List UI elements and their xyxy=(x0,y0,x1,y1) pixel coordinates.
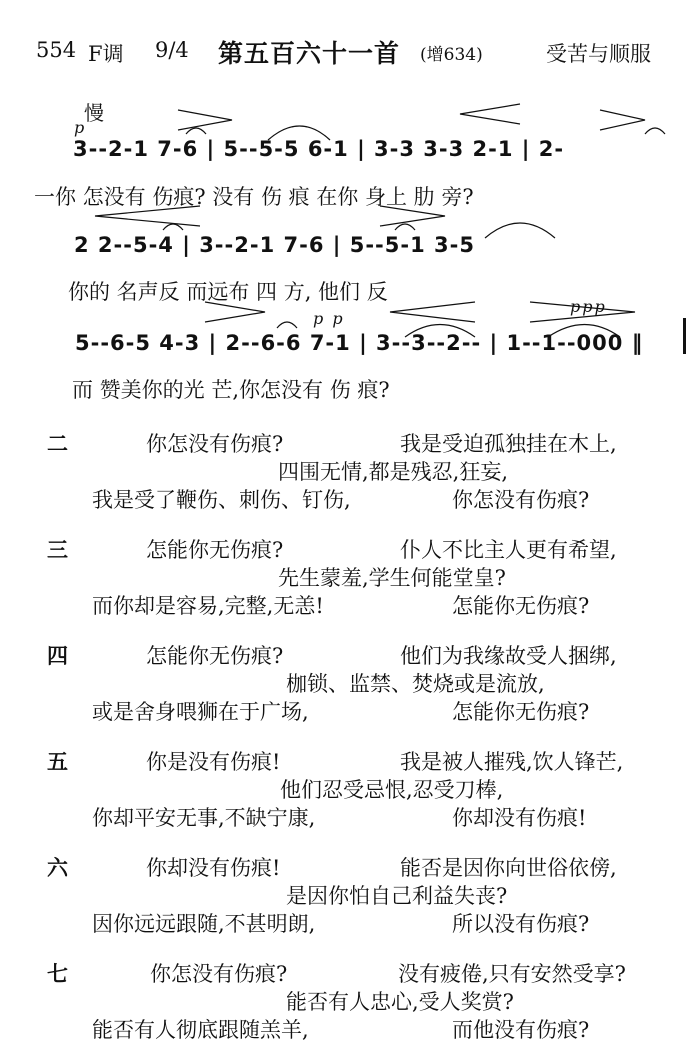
dynamic-p: p xyxy=(74,118,87,137)
verse-line-3b: 所以没有伤痕? xyxy=(452,912,590,936)
verse-line-1b: 他们为我缘故受人捆绑, xyxy=(400,644,617,668)
hairpin-decrescendo xyxy=(380,206,445,226)
verse-line-2: 能否有人忠心,受人奖赏? xyxy=(286,990,514,1014)
fermata xyxy=(395,224,415,230)
verse-line-1b: 我是被人摧残,饮人锋芒, xyxy=(400,750,624,774)
hairpin-crescendo xyxy=(460,104,520,124)
verse-line-3a: 而你却是容易,完整,无恙! xyxy=(92,594,324,618)
fermata xyxy=(163,224,183,230)
verse-line-1a: 你怎没有伤痕? xyxy=(146,432,284,456)
hairpin-decrescendo xyxy=(205,302,265,322)
dynamic-ppp: ppp xyxy=(570,297,607,316)
hymn-number: 554 xyxy=(36,38,77,62)
verse-line-3b: 而他没有伤痕? xyxy=(452,1018,590,1042)
hairpin-decrescendo xyxy=(530,302,635,322)
fermata xyxy=(186,128,206,134)
verse-line-1a: 怎能你无伤痕? xyxy=(146,538,284,562)
score-lyrics-row-3: 而 赞美你的光 芒,你怎没有 伤 痕? xyxy=(72,378,390,402)
verse-line-1b: 没有疲倦,只有安然受享? xyxy=(398,962,626,986)
hairpin-decrescendo xyxy=(600,110,645,130)
verse-number: 二 xyxy=(47,432,68,456)
hairpin-decrescendo xyxy=(178,110,232,130)
verse-line-2: 枷锁、监禁、焚烧或是流放, xyxy=(286,672,545,696)
verse-line-3a: 你却平安无事,不缺宁康, xyxy=(92,806,316,830)
verse-line-2: 他们忍受忌恨,忍受刀棒, xyxy=(280,778,504,802)
verse-line-3b: 你怎没有伤痕? xyxy=(452,488,590,512)
score-lyrics-row-2: 你的 名声反 而远布 四 方, 他们 反 xyxy=(68,280,388,304)
key-signature: F调 xyxy=(88,42,124,66)
verse-number: 六 xyxy=(47,856,68,880)
fermata xyxy=(645,128,665,134)
slur xyxy=(485,223,555,238)
hairpin-crescendo xyxy=(390,302,475,322)
verse-line-1a: 你是没有伤痕! xyxy=(146,750,281,774)
tempo-marking: 慢 xyxy=(84,101,104,125)
score-notes-row-1: 3--2-1 7-6 | 5--5-5 6-1 | 3-3 3-3 2-1 | 2- xyxy=(73,137,565,161)
score-notes-row-3: 5--6-5 4-3 | 2--6-6 7-1 | 3--3--2-- | 1--1--000 ‖ xyxy=(75,331,644,355)
verse-line-1b: 仆人不比主人更有希望, xyxy=(400,538,617,562)
slur xyxy=(548,325,620,338)
hymn-title: 第五百六十一首 xyxy=(218,39,401,68)
verse-line-3a: 能否有人彻底跟随羔羊, xyxy=(92,1018,309,1042)
hymn-reference: (增634) xyxy=(420,45,483,65)
verse-line-1a: 你却没有伤痕! xyxy=(146,856,281,880)
verse-line-2: 是因你怕自己利益失丧? xyxy=(286,884,508,908)
verse-line-3a: 或是舍身喂狮在于广场, xyxy=(92,700,309,724)
time-signature: 9/4 xyxy=(155,38,189,62)
verse-line-3b: 怎能你无伤痕? xyxy=(452,700,590,724)
verse-number: 三 xyxy=(47,538,68,562)
slur xyxy=(405,325,475,338)
verse-line-1b: 我是受迫孤独挂在木上, xyxy=(400,432,617,456)
verse-number: 五 xyxy=(47,750,68,774)
score-lyrics-row-1: 一你 怎没有 伤痕? 没有 伤 痕 在你 身上 肋 旁? xyxy=(34,185,474,209)
verse-line-1b: 能否是因你向世俗依傍, xyxy=(400,856,617,880)
verse-line-3b: 你却没有伤痕! xyxy=(452,806,587,830)
score-notation-marks xyxy=(0,0,700,420)
verse-line-2: 四围无情,都是残忍,狂妄, xyxy=(278,460,509,484)
verse-line-3b: 怎能你无伤痕? xyxy=(452,594,590,618)
hairpin-crescendo xyxy=(95,206,200,226)
score-notes-row-2: 2 2--5-4 | 3--2-1 7-6 | 5--5-1 3-5 xyxy=(74,233,475,257)
verse-number: 四 xyxy=(47,644,68,668)
fermata xyxy=(277,322,297,328)
verse-line-1a: 怎能你无伤痕? xyxy=(146,644,284,668)
verse-line-2: 先生蒙羞,学生何能堂皇? xyxy=(278,566,506,590)
hymn-theme: 受苦与顺服 xyxy=(546,42,651,66)
verse-number: 七 xyxy=(47,962,68,986)
final-barline xyxy=(683,318,686,354)
verse-line-3a: 我是受了鞭伤、刺伤、钉伤, xyxy=(92,488,351,512)
dynamic-pp: p p xyxy=(313,309,345,328)
slur xyxy=(268,126,330,140)
verse-line-1a: 你怎没有伤痕? xyxy=(150,962,288,986)
verse-line-3a: 因你远远跟随,不甚明朗, xyxy=(92,912,316,936)
